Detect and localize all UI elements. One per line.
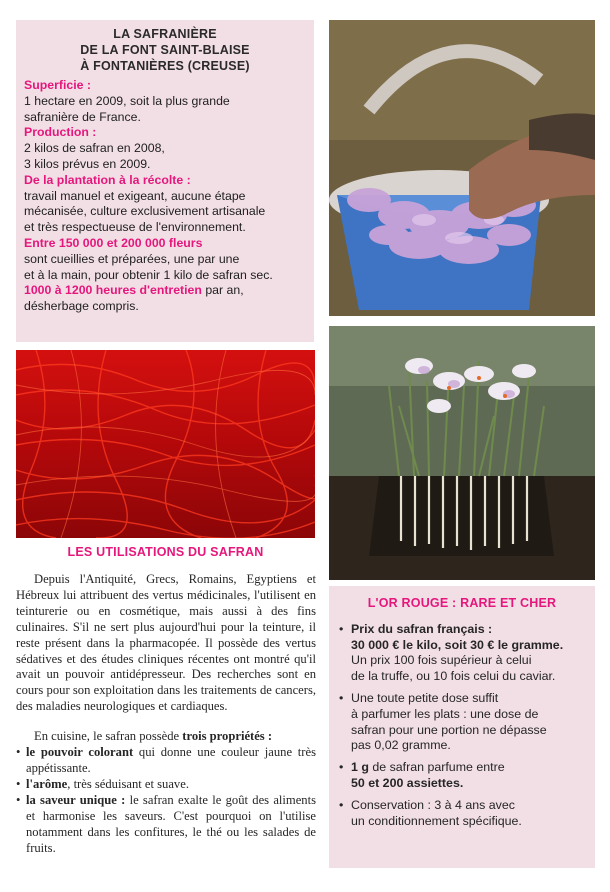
properties-list [16, 745, 316, 856]
info-title-line-3: À FONTANIÈRES (CREUSE) [80, 59, 250, 73]
uses-intro [16, 729, 316, 745]
uses-paragraph: Depuis l'Antiquité, Grecs, Romains, Egyptiens et Hébreux lui attribuent des vertus médicinales, l'utilisent en teinturerie ou en cosmétique, mais aussi à des fins culinaires. S'il ne sert plus aujourd'hui pour la teinture, il reste présent dans la pharmacopée. Il possède des vertus sédatives et des études cliniques récentes ont montré qu'il avait un pouvoir antidépresseur. Des recherches sont en cours pour son exploitation dans les traitements de cancers, des maladies neurologiques et cardiaques. [16, 572, 316, 714]
superficie-label: Superficie : [24, 78, 91, 92]
info-box [16, 20, 314, 342]
property-3-bold: la saveur unique : [26, 792, 126, 807]
price-compare-2: de la truffe, ou 10 fois celui du caviar. [351, 669, 556, 684]
production-text-2: 3 kilos prévus en 2009. [24, 156, 151, 171]
fleurs-text-2: et à la main, pour obtenir 1 kilo de safran sec. [24, 267, 273, 282]
plantation-text-1: travail manuel et exigeant, aucune étape [24, 188, 246, 203]
price-item [339, 622, 585, 685]
uses-body [16, 572, 316, 856]
heures-line-2: désherbage compris. [24, 299, 139, 314]
uses-intro-bold: trois propriétés : [182, 729, 273, 744]
plantation-text-2: mécanisée, culture exclusivement artisanale [24, 204, 266, 219]
property-item [16, 793, 316, 857]
servings-text: de safran parfume entre [368, 760, 505, 775]
dose-line-3: safran pour une portion ne dépasse [351, 722, 547, 737]
saffron-threads-photo [16, 350, 315, 538]
superficie-text-2: safranière de France. [24, 109, 141, 124]
crocus-plants-photo [329, 326, 595, 580]
property-1-text: qui donne une couleur jaune très appétissante. [26, 745, 316, 775]
uses-heading: LES UTILISATIONS DU SAFRAN [67, 545, 264, 559]
fleurs-text-1: sont cueillies et préparées, une par une [24, 251, 240, 266]
price-box [329, 586, 595, 868]
price-value: 30 000 € le kilo, soit 30 € le gramme. [351, 637, 564, 652]
plantation-text-3: et très respectueuse de l'environnement. [24, 220, 246, 235]
superficie-text-1: 1 hectare en 2009, soit la plus grande [24, 93, 230, 108]
property-2-text: , très séduisant et suave. [67, 776, 189, 791]
servings-range: 50 et 200 assiettes. [351, 775, 464, 790]
info-title-line-1: LA SAFRANIÈRE [113, 27, 217, 41]
dose-item [339, 691, 585, 754]
plantation-label: De la plantation à la récolte : [24, 172, 191, 187]
fleurs-highlight: Entre 150 000 et 200 000 fleurs [24, 235, 203, 250]
price-label: • Prix du safran français : [351, 621, 493, 636]
crocus-plants-illustration [329, 326, 595, 580]
property-1-bold: le pouvoir colorant [26, 745, 134, 760]
heures-highlight: 1000 à 1200 heures d'entretien [24, 283, 202, 298]
property-3-text: le safran exalte le goût des aliments et harmonise les saveurs. C'est pourquoi on l'utilise notamment dans les confitures, le thé ou les salades de fruits. [26, 792, 316, 855]
servings-item [339, 760, 585, 792]
info-title-line-2: DE LA FONT SAINT-BLAISE [80, 43, 250, 57]
uses-intro-text: En cuisine, le safran possède [34, 729, 183, 744]
property-item [16, 777, 316, 793]
dose-line-1: • Une toute petite dose suffit [351, 690, 499, 705]
servings-bold: 1 g [351, 760, 369, 775]
basket-photo [329, 20, 595, 316]
production-text-1: 2 kilos de safran en 2008, [24, 141, 165, 156]
dose-line-4: pas 0,02 gramme. [351, 738, 451, 753]
basket-illustration [329, 20, 595, 316]
saffron-threads-illustration [16, 350, 315, 538]
property-item [16, 745, 316, 777]
price-compare-1: Un prix 100 fois supérieur à celui [351, 653, 532, 668]
property-2-bold: l'arôme [26, 776, 68, 791]
conservation-item [339, 798, 585, 830]
production-label: Production : [24, 125, 97, 140]
dose-line-2: à parfumer les plats : une dose de [351, 706, 539, 721]
conservation-line-1: • Conservation : 3 à 4 ans avec [351, 797, 515, 812]
conservation-line-2: un conditionnement spécifique. [351, 813, 522, 828]
heures-rest: par an, [201, 283, 244, 298]
info-title [24, 26, 306, 74]
price-heading: L'OR ROUGE : RARE ET CHER [367, 596, 557, 610]
